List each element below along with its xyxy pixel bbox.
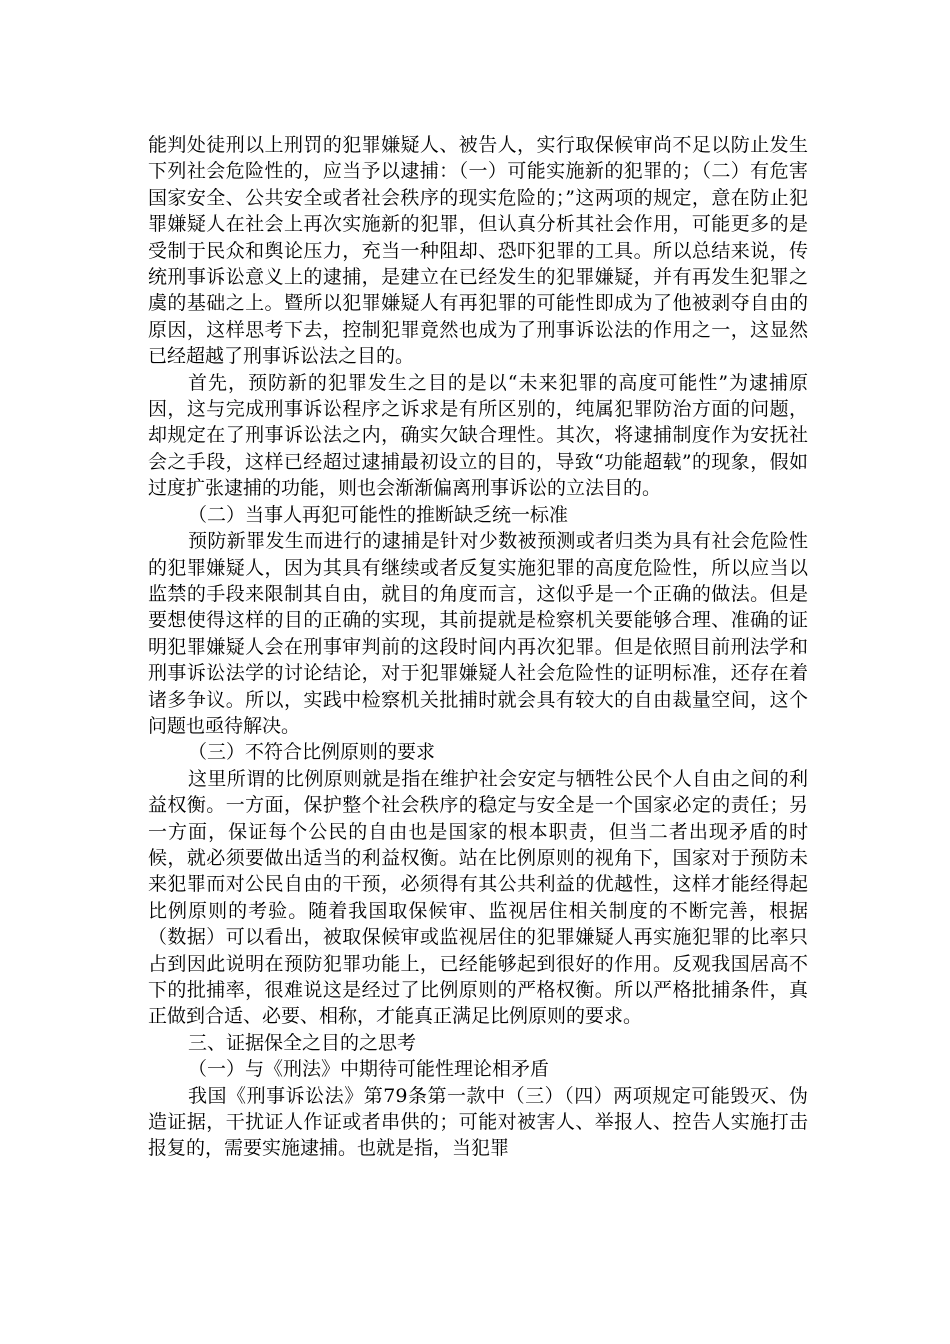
section-heading-3-1: （一）与《刑法》中期待可能性理论相矛盾 bbox=[188, 1058, 550, 1081]
paragraph-prevention-purpose: 首先，预防新的犯罪发生之目的是以“未来犯罪的高度可能性”为逮捕原因，这与完成刑事诉讼程序之诉求是有所区别的，纯属犯罪防治方面的问题，却规定在了刑事诉讼法之内，确实欠缺合理性。其次，将逮捕制度作为安抚社会之手段，这样已经超过逮捕最初设立的目的，导致“功能超载”的现象，假如过度扩张逮捕的功能，则也会渐渐偏离刑事诉讼的立法目的。 bbox=[148, 371, 808, 500]
paragraph-proportionality: 这里所谓的比例原则就是指在维护社会安定与牺牲公民个人自由之间的利益权衡。一方面，保护整个社会秩序的稳定与安全是一个国家必定的责任；另一方面，保证每个公民的自由也是国家的根本职责，但当二者出现矛盾的时候，就必须要做出适当的利益权衡。站在比例原则的视角下，国家对于预防未来犯罪而对公民自由的干预，必须得有其公共利益的优越性，这样才能经得起比例原则的考验。随着我国取保候审、监视居住相关制度的不断完善，根据（数据）可以看出，被取保候审或监视居住的犯罪嫌疑人再实施犯罪的比率只占到因此说明在预防犯罪功能上，已经能够起到很好的作用。反观我国居高不下的批捕率，很难说这是经过了比例原则的严格权衡。所以严格批捕条件，真正做到合适、必要、相称，才能真正满足比例原则的要求。 bbox=[148, 767, 808, 1028]
section-heading-3: （三）不符合比例原则的要求 bbox=[188, 741, 436, 764]
paragraph-article-79: 我国《刑事诉讼法》第79条第一款中（三）（四）两项规定可能毁灭、伪造证据，干扰证人作证或者串供的；可能对被害人、举报人、控告人实施打击报复的，需要实施逮捕。也就是指，当犯罪 bbox=[148, 1084, 808, 1160]
chapter-heading-3: 三、证据保全之目的之思考 bbox=[188, 1031, 417, 1054]
section-heading-2: （二）当事人再犯可能性的推断缺乏统一标准 bbox=[188, 503, 569, 526]
document-body bbox=[148, 132, 808, 1162]
paragraph-continuation: 能判处徒刑以上刑罚的犯罪嫌疑人、被告人，实行取保候审尚不足以防止发生下列社会危险性的，应当予以逮捕：（一）可能实施新的犯罪的；（二）有危害国家安全、公共安全或者社会秩序的现实危险的；”这两项的规定，意在防止犯罪嫌疑人在社会上再次实施新的犯罪，但认真分析其社会作用，可能更多的是受制于民众和舆论压力，充当一种阻却、恐吓犯罪的工具。所以总结来说，传统刑事诉讼意义上的逮捕，是建立在已经发生的犯罪嫌疑，并有再发生犯罪之虞的基础之上。暨所以犯罪嫌疑人有再犯罪的可能性即成为了他被剥夺自由的原因，这样思考下去，控制犯罪竟然也成为了刑事诉讼法的作用之一，这显然已经超越了刑事诉讼法之目的。 bbox=[148, 134, 808, 368]
paragraph-recidivism-standard: 预防新罪发生而进行的逮捕是针对少数被预测或者归类为具有社会危险性的犯罪嫌疑人，因为其具有继续或者反复实施犯罪的高度危险性，所以应当以监禁的手段来限制其自由，就目的角度而言，这似乎是一个正确的做法。但是要想使得这样的目的正确的实现，其前提就是检察机关要能够合理、准确的证明犯罪嫌疑人会在刑事审判前的这段时间内再次犯罪。但是依照目前刑法学和刑事诉讼法学的讨论结论，对于犯罪嫌疑人社会危险性的证明标准，还存在着诸多争议。所以，实践中检察机关批捕时就会具有较大的自由裁量空间，这个问题也亟待解决。 bbox=[148, 530, 808, 737]
